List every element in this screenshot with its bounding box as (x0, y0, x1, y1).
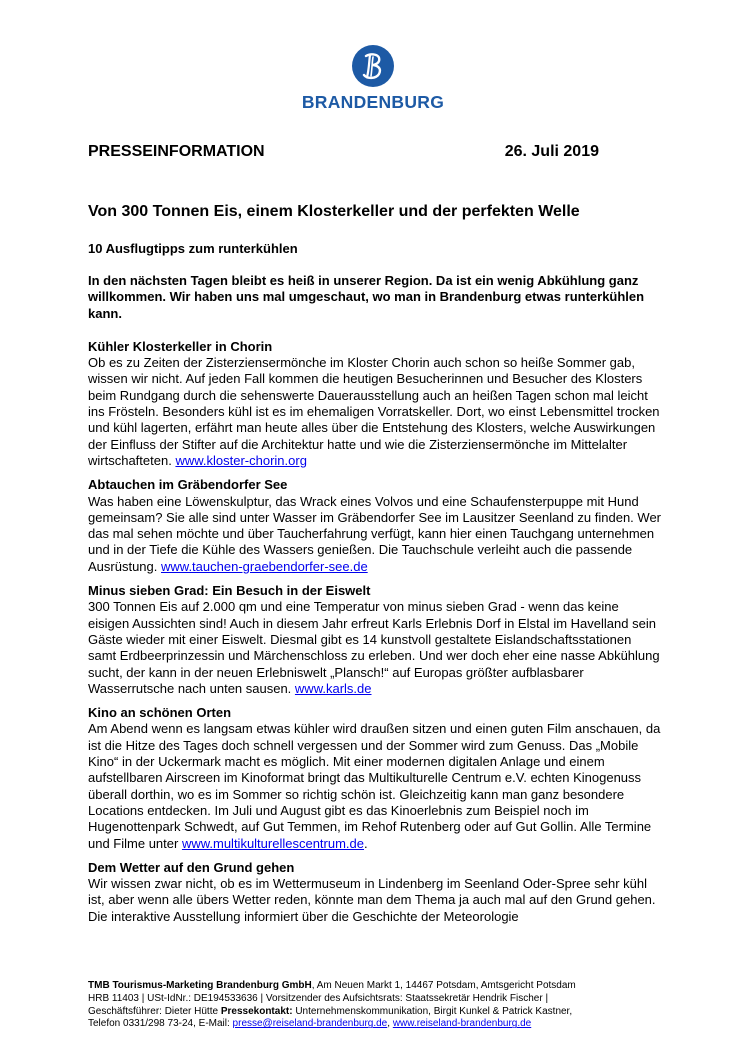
footer-separator: , (387, 1018, 393, 1030)
footer-email-link[interactable]: presse@reiseland-brandenburg.de (232, 1018, 388, 1030)
section-link[interactable]: www.karls.de (294, 680, 372, 696)
brandenburg-b-logo-icon (351, 44, 395, 88)
footer-press-label: Pressekontakt: (220, 1005, 293, 1017)
subheadline: 10 Ausflugtipps zum runterkühlen (88, 241, 298, 256)
footer-press-contact: Unternehmenskommunikation, Birgit Kunkel & Patrick Kastner, (292, 1005, 573, 1017)
section-title: Minus sieben Grad: Ein Besuch in der Eiswelt (88, 583, 371, 599)
section-body (88, 721, 663, 851)
footer-website-link[interactable]: www.reiseland-brandenburg.de (392, 1018, 532, 1030)
section-body (88, 494, 663, 575)
section-text: 300 Tonnen Eis auf 2.000 qm und eine Temperatur von minus sieben Grad - wenn das keine eisigen Aussichten sind! Auch in diesem Jahr erfreut Karls Erlebnis Dorf in Elstal im Havelland sein Gäste wieder mit einer Eiswelt. Diesmal gibt es 14 kunstvoll gestaltete Eislandschaftsstationen samt Erdbeerprinzessin und Märchenschloss zu erleben. Und wer doch eher eine nasse Abkühlung sucht, der kann in der neuen Erlebniswelt „Plansch!“ auf Europas größter aufblasbarer Wasserrutsche nach unten sausen. (88, 599, 660, 696)
section-text: Wir wissen zwar nicht, ob es im Wettermuseum in Lindenberg im Seenland Oder-Spree sehr kühl ist, aber wenn alle übers Wetter reden, könnte man dem Thema ja auch mal auf den Grund gehen. Die interaktive Ausstellung informiert über die Geschichte der Meteorologie (88, 876, 656, 924)
press-label: PRESSEINFORMATION (88, 143, 265, 160)
footer-line-2: HRB 11403 | USt-IdNr.: DE194533636 | Vorsitzender des Aufsichtsrats: Staatssekretär Hendrik Fischer | (88, 992, 549, 1004)
press-header (88, 143, 599, 161)
section-eiswelt (88, 583, 663, 697)
footer-line-3 (88, 1006, 663, 1019)
section-wettermuseum (88, 860, 663, 925)
footer-line-1 (88, 980, 663, 993)
section-kino (88, 705, 663, 852)
footer (88, 980, 663, 1031)
section-body (88, 599, 663, 697)
section-title: Kino an schönen Orten (88, 705, 232, 721)
footer-phone: Telefon 0331/298 73-24, E-Mail: (88, 1018, 233, 1030)
press-release-body (88, 143, 663, 925)
press-date: 26. Juli 2019 (504, 143, 599, 160)
footer-address: , Am Neuen Markt 1, 14467 Potsdam, Amtsgericht Potsdam (311, 980, 576, 991)
footer-ceo: Geschäftsführer: Dieter Hütte (88, 1005, 221, 1017)
section-title: Kühler Klosterkeller in Chorin (88, 338, 273, 354)
headline: Von 300 Tonnen Eis, einem Klosterkeller und der perfekten Welle (88, 203, 580, 220)
section-title: Dem Wetter auf den Grund gehen (88, 859, 295, 875)
footer-company: TMB Tourismus-Marketing Brandenburg GmbH (88, 980, 312, 991)
brandenburg-logo (0, 44, 746, 113)
footer-line-4 (88, 1018, 663, 1031)
section-link[interactable]: www.tauchen-graebendorfer-see.de (161, 558, 368, 574)
section-body (88, 876, 663, 925)
section-body (88, 355, 663, 469)
section-link[interactable]: www.kloster-chorin.org (175, 452, 307, 468)
intro-paragraph: In den nächsten Tagen bleibt es heiß in unserer Region. Da ist ein wenig Abkühlung ganz willkommen. Wir haben uns mal umgeschaut, wo man in Brandenburg etwas runterkühlen kann. (88, 273, 645, 321)
logo-wordmark: BRANDENBURG (301, 92, 445, 112)
section-text: Ob es zu Zeiten der Zisterziensermönche im Kloster Chorin auch schon so heiße Sommer gab, wissen wir nicht. Auf jeden Fall kommen die heutigen Besucherinnen und Besucher des Klosters beim Rundgang durch die sehenswerte Dauerausstellung auch an heißen Tagen schon mal leicht ins Frösteln. Besonders kühl ist es im ehemaligen Vorratskeller. Dort, wo einst Lebensmittel trocken und kühl lagerten, erfährt man heute alles über die Entstehung des Klosters, welche Auswirkungen der Einfluss der Stifter auf die Architektur hatte und wie die Zisterziensermönche im Mittelalter wirtschafteten. (88, 355, 660, 468)
section-text-after: . (364, 835, 368, 851)
section-link[interactable]: www.multikulturellescentrum.de (181, 835, 365, 851)
section-graebendorfer-see (88, 477, 663, 575)
section-text: Was haben eine Löwenskulptur, das Wrack eines Volvos und eine Schaufensterpuppe mit Hund gemeinsam? Sie alle sind unter Wasser im Gräbendorfer See im Lausitzer Seenland zu finden. Wer das mal sehen möchte und über Taucherfahrung verfügt, kann hier einen Tauchgang unternehmen und in der Tiefe die Kühle des Wassers genießen. Die Tauchschule verleiht auch die passende Ausrüstung. (88, 493, 662, 574)
section-title: Abtauchen im Gräbendorfer See (88, 477, 288, 493)
section-kloster-chorin (88, 339, 663, 469)
section-text: Am Abend wenn es langsam etwas kühler wird draußen sitzen und einen guten Film anschauen, da ist die Hitze des Tages doch schnell vergessen und der Sommer wird zum Genuss. Das „Mobile Kino“ in der Uckermark macht es möglich. Mit einer modernen digitalen Anlage und einem aufstellbaren Airscreen im Kinoformat bringt das Multikulturelle Centrum e.V. echten Kinogenuss überall dorthin, wo es im Sommer so richtig schön ist. Gleichzeitig kann man ganz besondere Locations entdecken. Im Juli und August gibt es das Kinoerlebnis zum Beispiel noch im Hugenottenpark Schwedt, auf Gut Temmen, im Rehof Rutenberg oder auf Gut Gollin. Alle Termine und Filme unter (88, 721, 661, 851)
